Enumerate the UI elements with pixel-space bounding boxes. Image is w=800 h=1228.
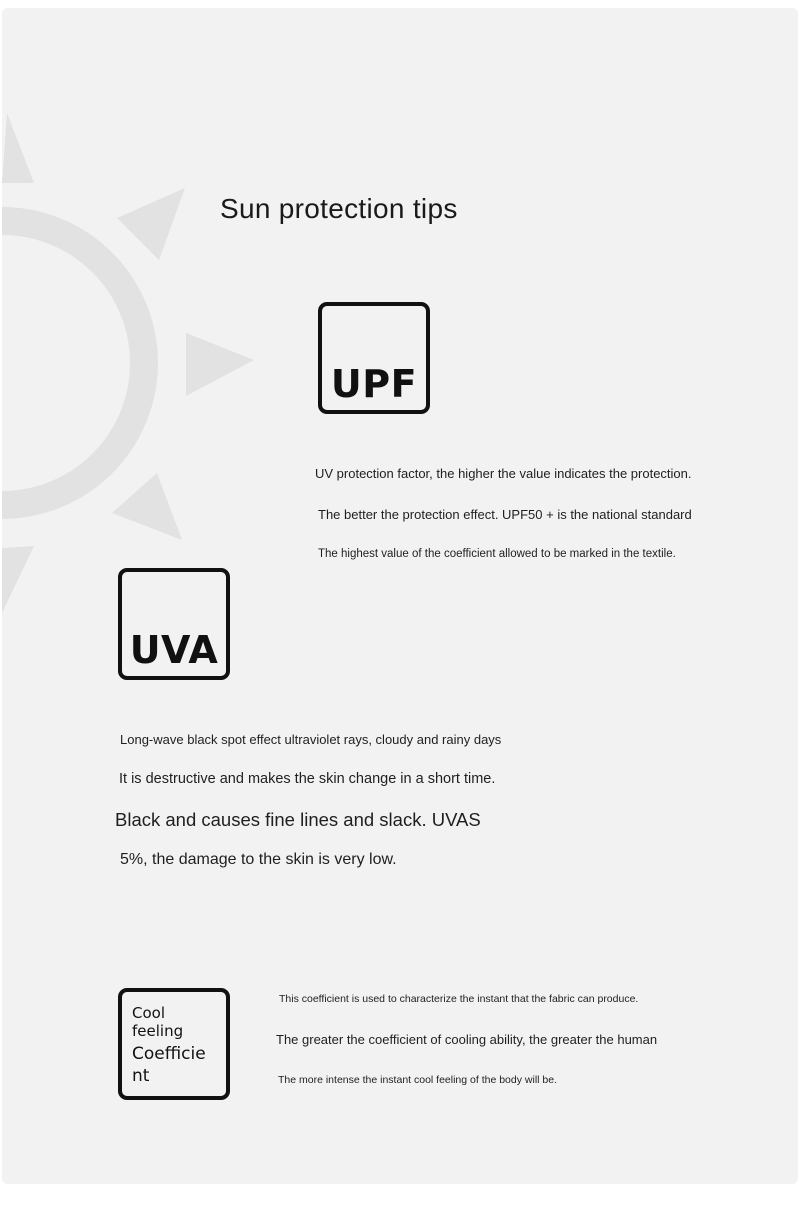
content-panel (2, 8, 798, 1184)
uva-text-line-1: Long-wave black spot effect ultraviolet rays, cloudy and rainy days (120, 732, 502, 747)
cool-icon-line-4: nt (132, 1066, 150, 1086)
uva-text-line-2: It is destructive and makes the skin change in a short time. (119, 771, 496, 787)
sun-decoration-icon (2, 8, 302, 648)
upf-text-line-3: The highest value of the coefficient allowed to be marked in the textile. (318, 548, 676, 560)
cool-icon-line-2: feeling (132, 1022, 184, 1040)
page-title: Sun protection tips (220, 193, 458, 224)
cool-feeling-icon (118, 988, 230, 1100)
upf-icon-label: UPF (330, 362, 418, 406)
cool-text-line-1: This coefficient is used to characterize the instant that the fabric can produce. (279, 993, 639, 1005)
cool-text-line-2: The greater the coefficient of cooling ability, the greater the human (276, 1032, 658, 1047)
uva-text-line-3: Black and causes fine lines and slack. UVAS (115, 809, 481, 830)
uva-icon-label: UVA (129, 628, 219, 672)
upf-text-line-2: The better the protection effect. UPF50 + is the national standard (318, 507, 692, 522)
cool-icon-line-3: Coefficie (132, 1044, 206, 1064)
upf-text-line-1: UV protection factor, the higher the value indicates the protection. (315, 466, 692, 481)
uva-icon (118, 568, 230, 680)
uva-text-line-4: 5%, the damage to the skin is very low. (120, 851, 397, 868)
upf-icon (318, 302, 430, 414)
cool-icon-line-1: Cool (132, 1004, 165, 1022)
cool-text-line-3: The more intense the instant cool feeling of the body will be. (278, 1074, 557, 1086)
